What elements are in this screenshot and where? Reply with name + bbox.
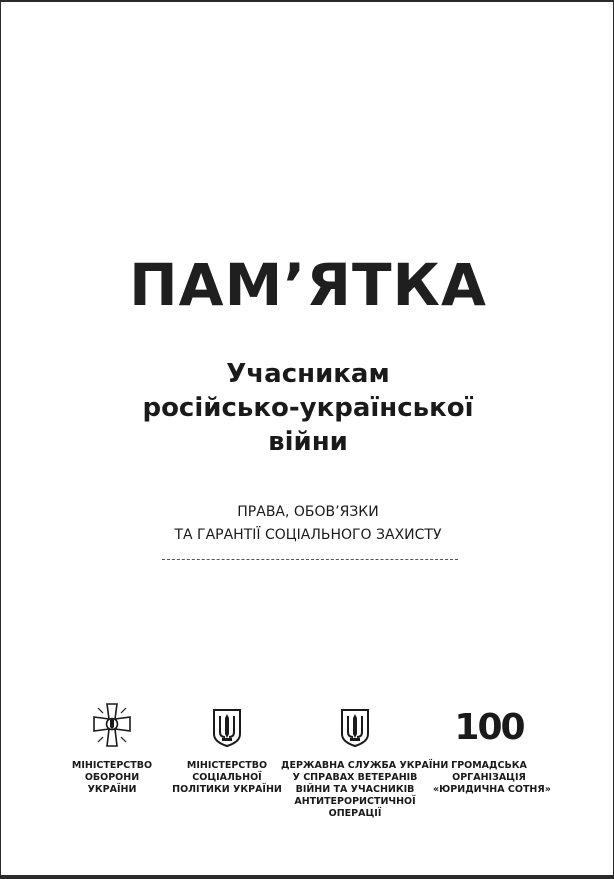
- logo-yurydychna-sotnia: [433, 702, 551, 796]
- trident-icon: [212, 708, 242, 748]
- trident-icon: [340, 708, 370, 748]
- logos-row: [1, 702, 614, 832]
- logo-caption: ДЕРЖАВНА СЛУЖБА УКРАЇНИ У СПРАВАХ ВЕТЕРАНІВ ВІЙНИ ТА УЧАСНИКІВ АНТИТЕРОРИСТИЧНОЇ ОПЕРАЦІЇ: [281, 760, 449, 819]
- logo-state-service-veterans: [281, 702, 449, 820]
- subtitle-line: війни: [268, 427, 348, 457]
- rights-line: ПРАВА, ОБОВ’ЯЗКИ: [237, 504, 379, 520]
- dashed-divider: [162, 559, 458, 560]
- logo-caption: МІНІСТЕРСТВО ОБОРОНИ УКРАЇНИ: [71, 760, 153, 795]
- subtitle-line: російсько-української: [142, 393, 474, 423]
- page-title: ПАМ’ЯТКА: [129, 251, 487, 319]
- yurydychna-sotnia-100-logo: 100: [454, 707, 524, 748]
- subtitle-line: Учасникам: [226, 359, 390, 389]
- logo-ministry-defense: [63, 702, 161, 796]
- ministry-defense-cross-icon: [89, 702, 135, 748]
- logo-caption: МІНІСТЕРСТВО СОЦІАЛЬНОЇ ПОЛІТИКИ УКРАЇНИ: [172, 760, 282, 795]
- rights-heading: [1, 501, 614, 547]
- logo-ministry-social-policy: [171, 702, 283, 796]
- rights-line: ТА ГАРАНТІЇ СОЦІАЛЬНОГО ЗАХИСТУ: [174, 527, 442, 543]
- logo-caption: ГРОМАДСЬКА ОРГАНІЗАЦІЯ «ЮРИДИЧНА СОТНЯ»: [433, 760, 551, 795]
- subtitle: [1, 357, 614, 459]
